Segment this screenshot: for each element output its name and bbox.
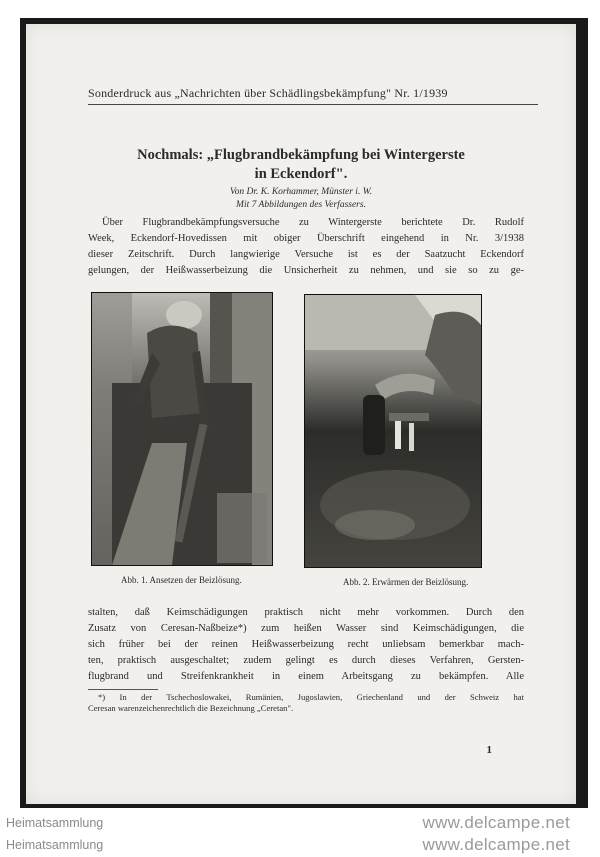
article-title-line-2: in Eckendorf". (254, 166, 348, 182)
watermark-delcampe: www.delcampe.net (422, 835, 570, 854)
text-line: Week, Eckendorf-Hovedissen mit obiger Überschrift eingehend in Nr. 3/1938 (88, 233, 524, 244)
article-title-line-1: Nochmals: „Flugbrandbekämpfung bei Wintergerste (137, 147, 465, 163)
footnote (88, 692, 524, 714)
author-byline: Von Dr. K. Korhammer, Münster i. W. (229, 187, 373, 197)
text-line: ten, praktisch ausgeschaltet; zudem gelingt es durch dieses Verfahren, Gersten- (88, 655, 524, 666)
article-title (26, 146, 576, 184)
footnote-divider (88, 689, 158, 690)
text-line: Zusatz von Ceresan-Naßbeize*) zum heißen Wasser sind Keimschädigungen, die (88, 623, 524, 634)
figure-1-image (92, 293, 272, 565)
watermark-delcampe: www.delcampe.net (422, 813, 570, 832)
figure-2-caption: Abb. 2. Erwärmen der Beizlösung. (343, 577, 469, 587)
document-page (26, 24, 576, 804)
text-line: stalten, daß Keimschädigungen praktisch nicht mehr vorkommen. Durch den (88, 607, 524, 618)
page-number: 1 (486, 744, 492, 756)
figure-1-photo (91, 292, 273, 566)
text-line: sich früher bei der reinen Heißwasserbeizung recht unliebsam bemerkbar mach- (88, 639, 524, 650)
figure-1-caption: Abb. 1. Ansetzen der Beizlösung. (121, 575, 242, 585)
running-head: Sonderdruck aus „Nachrichten über Schädlingsbekämpfung" Nr. 1/1939 (88, 86, 538, 105)
figure-2-photo (304, 294, 482, 568)
figure-2-image (305, 295, 481, 567)
body-paragraph-2 (88, 605, 524, 685)
figures-note: Mit 7 Abbildungen des Verfassers. (236, 200, 366, 210)
footnote-line: *) In der Tschechoslowakei, Rumänien, Jugoslawien, Griechenland und der Schweiz hat (98, 692, 524, 702)
watermark-heimatsammlung: Heimatsammlung (6, 816, 104, 830)
footnote-line: Ceresan warenzeichenrechtlich die Bezeichnung „Ceretan". (88, 703, 294, 713)
text-line: dieser Zeitschrift. Durch langwierige Versuche ist es der Saatzucht Eckendorf (88, 249, 524, 260)
watermark-heimatsammlung: Heimatsammlung (6, 838, 104, 852)
body-paragraph-1 (88, 215, 524, 279)
text-line: flugbrand und Streifenkrankheit in einem Arbeitsgang zu bekämpfen. Alle (88, 671, 524, 682)
text-line: Über Flugbrandbekämpfungsversuche zu Wintergerste berichtete Dr. Rudolf (102, 217, 524, 228)
text-line: gelungen, der Heißwasserbeizung die Unsicherheit zu nehmen, und sie so zu ge- (88, 265, 524, 276)
